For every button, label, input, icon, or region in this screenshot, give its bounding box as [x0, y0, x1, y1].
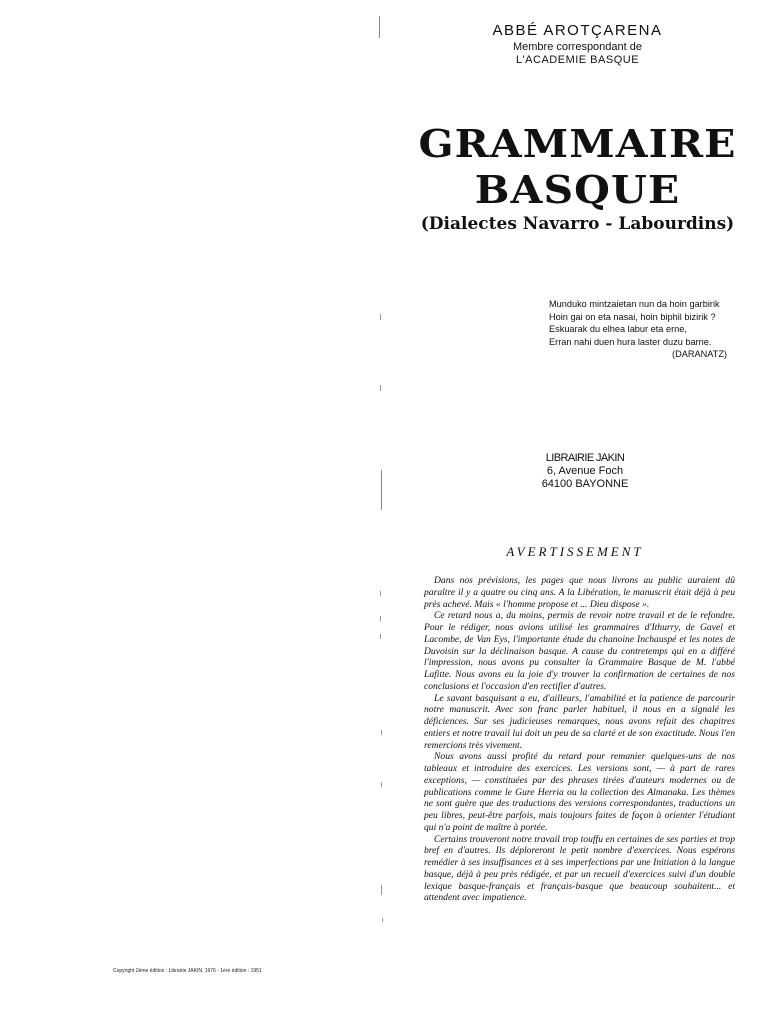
foreword-heading: AVERTISSEMENT — [506, 544, 644, 559]
foreword-paragraph: Dans nos prévisions, les pages que nous livrons au public auraient dû paraître il y a quatre ou cinq ans. A la Libération, le manuscrit était déjà à peu près achevé. Mais « l'homme propose et ... Dieu dispose ». — [424, 575, 735, 610]
epigraph-line: Hoin gai on eta nasai, hoin biphil bizirik ? — [549, 311, 716, 322]
author-name: ABBÉ AROTÇARENA — [492, 22, 663, 39]
foreword-paragraph: Certains trouveront notre travail trop touffu en certaines de ses parties et trop bref en d'autres. Ils déploreront le petit nombre d'exercices. Nous espérons remédier à ses insuffisances et à ses imperfections par une Initiation à la langue basque, déjà à peu près rédigée, et par un recueil d'exercices suivi d'un double lexique basque-français et français-basque que beaucoup souhaitent... et attendent avec impatience. — [424, 833, 735, 904]
scan-mark — [380, 314, 381, 320]
author-affiliation: Membre correspondant de — [512, 41, 642, 53]
foreword-body — [424, 575, 735, 904]
publisher-street: 6, Avenue Foch — [546, 465, 624, 477]
foreword-paragraph: Nous avons aussi profité du retard pour remanier quelques-uns de nos tableaux et introduire des exercices. Les versions sont, — à part de rares exceptions, — constituées par des phrases tirées d'auteurs modernes ou de publications comme le Gure Herria ou la collection des Almanaka. Les thèmes ne sont guère que des traductions des versions correspondantes, traductions un peu libres, peut-être parfois, mais toujours faites de façon à orienter l'étudiant qui n'a point de maître à portée. — [424, 751, 735, 833]
book-title-line-1: GRAMMAIRE — [418, 121, 737, 166]
academy-name: L'ACADEMIE BASQUE — [515, 54, 640, 66]
publisher-block — [470, 452, 700, 491]
scan-fold-line-middle — [381, 470, 382, 510]
foreword-paragraph: Ce retard nous a, du moins, permis de revoir notre travail et de le refondre. Pour le rédiger, nous avions utilisé les grammaires d'Ithurry, de Gavel et Lacombe, de Van Eys, l'importante étude du chanoine Inchauspé et les notes de Duvoisin sur la déclinaison basque. A cause du contretemps qui en a différé l'impression, nous avons pu consulter la Grammaire Basque de M. l'abbé Lafitte. Nous avons eu la joie d'y trouver la confirmation de certaines de nos conclusions et l'occasion d'en rectifier d'autres. — [424, 610, 735, 692]
publisher-city: 64100 BAYONNE — [541, 478, 629, 490]
scan-mark — [381, 885, 382, 895]
foreword-paragraph: Le savant basquisant a eu, d'ailleurs, l'amabilité et la patience de parcourir notre manuscrit. Avec son franc parler habituel, il nous en a signalé les déficiences. Sur ses judicieuses remarques, nous avons refait des chapitres entiers et notre travail lui doit un peu de sa clarté et de son exactitude. Nous l'en remercions très vivement. — [424, 692, 735, 751]
scan-mark — [380, 634, 381, 639]
epigraph-line: Eskuarak du elhea labur eta erne, — [549, 324, 687, 334]
scan-fold-line-top — [379, 16, 380, 38]
epigraph-line: Erran nahi duen hura laster duzu barne. — [549, 336, 712, 347]
publisher-name: LIBRAIRIE JAKIN — [545, 452, 625, 464]
scan-mark — [380, 616, 381, 621]
epigraph — [549, 298, 739, 361]
book-title-line-2: BASQUE — [474, 167, 681, 212]
scan-mark — [381, 730, 382, 735]
scan-mark — [381, 782, 382, 787]
copyright-notice: Copyright 2ème édition : Librairie JAKIN, 1976 - 1ère édition : 1951 — [113, 968, 262, 974]
epigraph-line: Munduko mintzaietan nun da hoin garbirik — [549, 299, 720, 309]
scan-mark — [380, 385, 381, 391]
epigraph-signature: (DARANATZ) — [672, 349, 727, 359]
book-subtitle: (Dialectes Navarro - Labourdins) — [420, 214, 735, 234]
scan-mark — [382, 918, 383, 922]
scan-mark — [380, 591, 381, 596]
